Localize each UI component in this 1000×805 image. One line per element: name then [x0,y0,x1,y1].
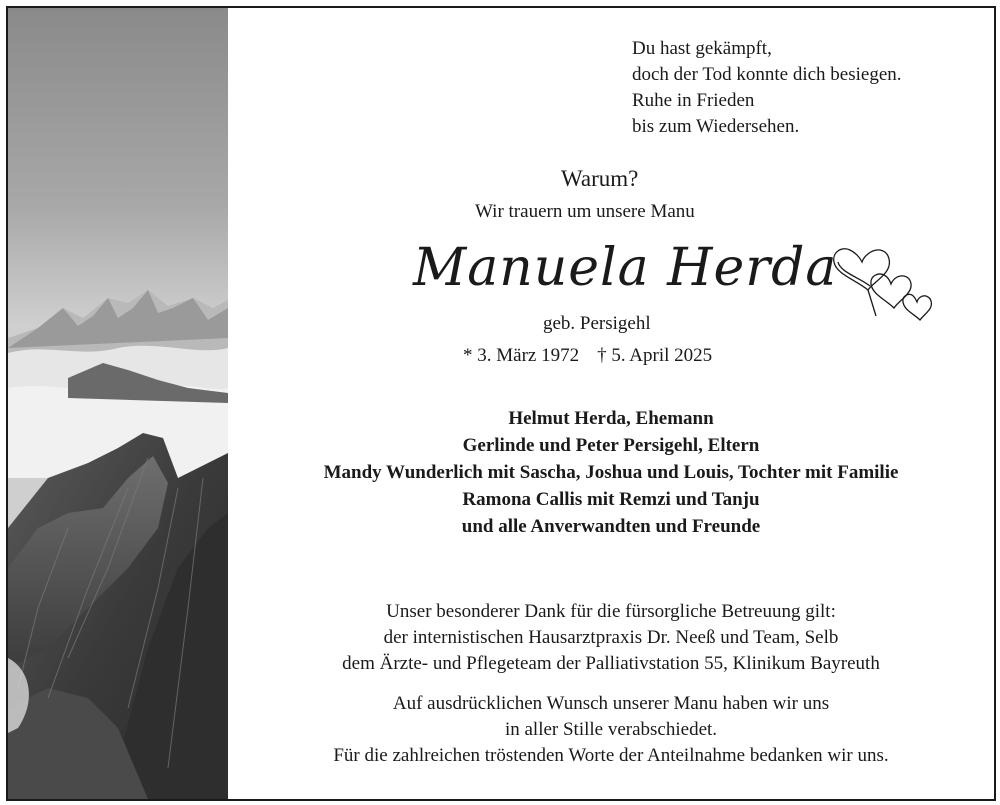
mourner-line: Gerlinde und Peter Persigehl, Eltern [462,435,760,456]
deceased-name: Manuela Herda [413,238,838,298]
farewell-paragraph [228,691,994,769]
obituary-notice [6,6,996,801]
poem-line: doch der Tod konnte dich besiegen. [632,64,902,85]
birth-name: geb. Persigehl [543,313,651,334]
mourners-list [228,405,994,540]
question-heading: Warum? [561,166,639,191]
mourning-line: Wir trauern um unsere Manu [475,201,695,222]
poem [632,36,902,140]
poem-line: Ruhe in Frieden [632,90,755,111]
death-date: † 5. April 2025 [597,345,713,366]
mountain-landscape-image [8,8,228,799]
thanks-line: der internistischen Hausarztpraxis Dr. Neeß und Team, Selb [383,627,839,648]
birth-date: * 3. März 1972 [463,345,580,366]
mourner-line: und alle Anverwandten und Freunde [461,516,761,537]
farewell-line: Für die zahlreichen tröstenden Worte der Anteilnahme bedanken wir uns. [333,745,889,766]
three-hearts-icon [826,246,936,331]
poem-line: bis zum Wiedersehen. [632,116,800,137]
mourner-line: Ramona Callis mit Remzi und Tanju [462,489,760,510]
thanks-line: Unser besonderer Dank für die fürsorgliche Betreuung gilt: [386,601,836,622]
poem-line: Du hast gekämpft, [632,38,772,59]
mourner-line: Mandy Wunderlich mit Sascha, Joshua und Louis, Tochter mit Familie [323,462,899,483]
mourner-line: Helmut Herda, Ehemann [508,408,714,429]
farewell-line: Auf ausdrücklichen Wunsch unserer Manu haben wir uns [392,693,830,714]
farewell-line: in aller Stille verabschiedet. [504,719,718,740]
thanks-line: dem Ärzte- und Pflegeteam der Palliativstation 55, Klinikum Bayreuth [342,653,880,674]
thanks-paragraph [228,599,994,677]
life-dates [463,345,712,367]
